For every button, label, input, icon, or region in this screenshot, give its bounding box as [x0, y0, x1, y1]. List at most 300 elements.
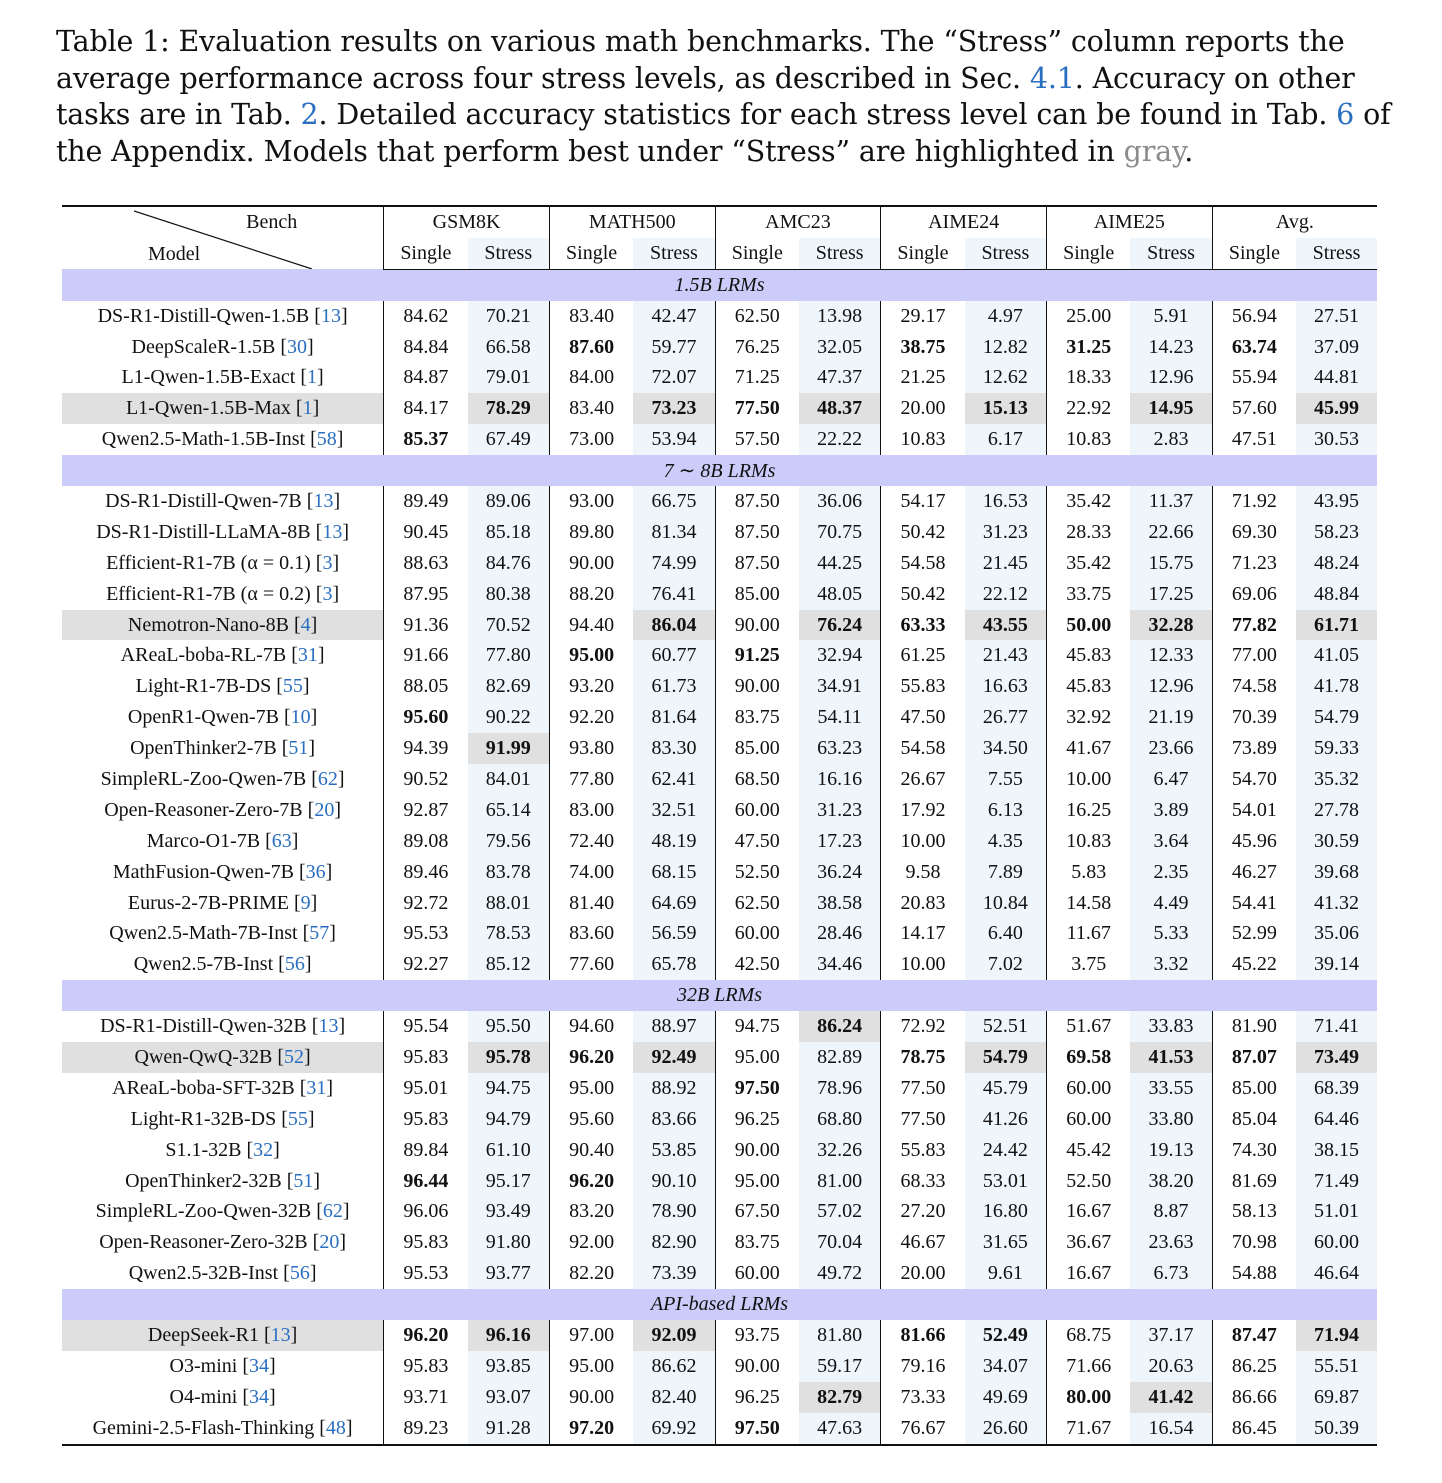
stress-score-cell: 67.49: [468, 424, 550, 455]
single-score-cell: 47.51: [1212, 424, 1296, 455]
model-name: Light-R1-32B-DS: [130, 1107, 277, 1130]
table-row: [62, 671, 1377, 702]
stress-score-cell: [468, 1320, 550, 1351]
stress-score-cell: 33.55: [1130, 1073, 1212, 1104]
single-score-cell: 88.20: [549, 579, 633, 610]
citation-link[interactable]: 3: [322, 582, 333, 605]
stress-score-cell: [468, 393, 550, 424]
caption-text-1: Table 1: Evaluation results on various math benchmarks. The “Stress” column reports the average performance across four stress levels, as described in Sec.: [56, 25, 1345, 95]
citation-link[interactable]: 63: [271, 829, 292, 852]
single-score-cell: [1047, 610, 1131, 641]
model-name-cell: Gemini-2.5-Flash-Thinking [48]: [92, 1416, 353, 1439]
single-score-cell: 77.80: [549, 764, 633, 795]
citation-link[interactable]: 13: [313, 489, 334, 512]
model-name: Light-R1-7B-DS: [135, 675, 272, 698]
best-score: 96.44: [403, 1169, 449, 1192]
citation-link[interactable]: 62: [317, 767, 338, 790]
model-name-cell: Nemotron-Nano-8B [4]: [62, 610, 384, 641]
stress-score-cell: [1130, 610, 1212, 641]
stress-score-cell: 27.78: [1296, 795, 1377, 826]
benchmark-header: MATH500: [549, 207, 715, 238]
stress-score-cell: 85.12: [468, 949, 550, 980]
single-score-cell: 52.99: [1212, 918, 1296, 949]
stress-score-cell: 6.47: [1130, 764, 1212, 795]
model-name: Qwen2.5-32B-Inst: [128, 1262, 279, 1285]
stress-score-cell: 64.46: [1296, 1104, 1377, 1135]
table-row: [62, 301, 1377, 332]
stress-score-cell: 22.66: [1130, 517, 1212, 548]
table-row: [62, 486, 1377, 517]
single-score-cell: 60.00: [715, 918, 799, 949]
single-score-cell: 77.00: [1212, 640, 1296, 671]
stress-score-cell: [633, 1042, 715, 1073]
citation-link[interactable]: 20: [319, 1231, 340, 1254]
stress-score-cell: 15.75: [1130, 548, 1212, 579]
stress-score-cell: 35.06: [1296, 918, 1377, 949]
stress-score-cell: 83.66: [633, 1104, 715, 1135]
single-score-cell: [384, 424, 468, 455]
single-score-cell: 10.83: [1047, 424, 1131, 455]
single-score-cell: 68.33: [881, 1166, 965, 1197]
model-name-cell: Marco-O1-7B [63]: [146, 829, 299, 852]
best-score: 97.50: [734, 1076, 780, 1099]
model-name: OpenR1-Qwen-7B: [127, 706, 279, 729]
single-score-cell: 95.53: [384, 918, 468, 949]
best-score: 97.50: [734, 1416, 780, 1439]
best-score: 73.49: [1314, 1045, 1360, 1068]
best-score: 96.20: [569, 1169, 615, 1192]
stress-score-cell: 48.84: [1296, 579, 1377, 610]
stress-score-cell: [1296, 393, 1377, 424]
single-score-cell: [881, 1320, 965, 1351]
single-column-header: Single: [715, 238, 799, 269]
single-score-cell: 74.30: [1212, 1135, 1296, 1166]
appendix-table-ref-link[interactable]: 6: [1336, 98, 1355, 131]
single-score-cell: 51.67: [1047, 1011, 1131, 1042]
single-score-cell: 46.67: [881, 1227, 965, 1258]
bench-label: Bench: [246, 211, 298, 233]
citation-link[interactable]: 57: [309, 922, 330, 945]
stress-score-cell: 23.63: [1130, 1227, 1212, 1258]
single-score-cell: 68.50: [715, 764, 799, 795]
model-name: Eurus-2-7B-PRIME: [127, 891, 289, 914]
citation-link[interactable]: 48: [325, 1416, 346, 1439]
model-name-cell: Qwen-QwQ-32B [52]: [62, 1042, 384, 1073]
single-score-cell: 62.50: [715, 301, 799, 332]
single-score-cell: 50.42: [881, 517, 965, 548]
citation-link[interactable]: 56: [284, 953, 305, 976]
stress-score-cell: 88.01: [468, 888, 550, 919]
stress-score-cell: 16.53: [965, 486, 1047, 517]
model-name-cell: Efficient-R1-7B (α = 0.1) [3]: [106, 551, 340, 574]
citation-link[interactable]: 52: [283, 1045, 304, 1068]
single-score-cell: [881, 1042, 965, 1073]
stress-score-cell: 66.75: [633, 486, 715, 517]
single-score-cell: 25.00: [1047, 301, 1131, 332]
single-score-cell: 68.75: [1047, 1320, 1131, 1351]
diagonal-header-cell: [62, 207, 384, 269]
stress-score-cell: 42.47: [633, 301, 715, 332]
section-ref-link[interactable]: 4.1: [1029, 61, 1075, 95]
single-score-cell: 87.50: [715, 548, 799, 579]
stress-score-cell: 64.69: [633, 888, 715, 919]
single-score-cell: 69.30: [1212, 517, 1296, 548]
stress-score-cell: 33.80: [1130, 1104, 1212, 1135]
single-score-cell: 88.63: [384, 548, 468, 579]
stress-score-cell: 5.33: [1130, 918, 1212, 949]
single-score-cell: 89.84: [384, 1135, 468, 1166]
stress-score-cell: 70.21: [468, 301, 550, 332]
model-name: Gemini-2.5-Flash-Thinking: [92, 1416, 315, 1439]
citation-link[interactable]: 13: [318, 1015, 339, 1038]
model-name-cell: L1-Qwen-1.5B-Exact [1]: [121, 366, 324, 389]
citation-link[interactable]: 1: [307, 366, 318, 389]
best-score: 50.00: [1066, 613, 1112, 636]
stress-score-cell: 70.52: [468, 610, 550, 641]
single-score-cell: 3.75: [1047, 949, 1131, 980]
single-score-cell: 16.67: [1047, 1258, 1131, 1289]
model-name-cell: Eurus-2-7B-PRIME [9]: [127, 891, 318, 914]
single-score-cell: 58.13: [1212, 1197, 1296, 1228]
single-score-cell: 90.40: [549, 1135, 633, 1166]
single-score-cell: [1212, 332, 1296, 363]
best-score: 63.33: [900, 613, 946, 636]
citation-link[interactable]: 34: [248, 1385, 269, 1408]
single-score-cell: 35.42: [1047, 486, 1131, 517]
stress-score-cell: 71.41: [1296, 1011, 1377, 1042]
model-label: Model: [148, 243, 201, 266]
model-name-cell: Qwen2.5-7B-Inst [56]: [133, 953, 312, 976]
stress-score-cell: 47.63: [799, 1413, 881, 1444]
single-score-cell: [549, 1042, 633, 1073]
model-name: Open-Reasoner-Zero-7B: [104, 798, 303, 821]
stress-score-cell: 16.80: [965, 1197, 1047, 1228]
stress-score-cell: 51.01: [1296, 1197, 1377, 1228]
single-score-cell: 71.66: [1047, 1351, 1131, 1382]
stress-score-cell: 82.69: [468, 671, 550, 702]
stress-score-cell: 41.05: [1296, 640, 1377, 671]
stress-score-cell: 4.35: [965, 826, 1047, 857]
stress-score-cell: 21.19: [1130, 702, 1212, 733]
single-column-header: Single: [1212, 238, 1296, 269]
single-score-cell: 45.96: [1212, 826, 1296, 857]
stress-score-cell: 69.87: [1296, 1382, 1377, 1413]
citation-link[interactable]: 4: [300, 613, 311, 636]
stress-score-cell: 36.24: [799, 857, 881, 888]
single-score-cell: 10.83: [1047, 826, 1131, 857]
stress-score-cell: 73.39: [633, 1258, 715, 1289]
single-score-cell: 28.33: [1047, 517, 1131, 548]
citation-link[interactable]: 9: [300, 891, 311, 914]
stress-score-cell: 49.69: [965, 1382, 1047, 1413]
single-score-cell: 92.87: [384, 795, 468, 826]
single-score-cell: 27.20: [881, 1197, 965, 1228]
stress-score-cell: 6.17: [965, 424, 1047, 455]
model-name: AReaL-boba-SFT-32B: [112, 1076, 295, 1099]
single-score-cell: 71.25: [715, 362, 799, 393]
table-ref-link[interactable]: 2: [300, 98, 319, 131]
stress-score-cell: 54.79: [1296, 702, 1377, 733]
single-score-cell: 76.25: [715, 332, 799, 363]
stress-score-cell: 93.49: [468, 1197, 550, 1228]
single-score-cell: 95.01: [384, 1073, 468, 1104]
single-score-cell: 94.39: [384, 733, 468, 764]
single-score-cell: [384, 1320, 468, 1351]
stress-score-cell: 52.51: [965, 1011, 1047, 1042]
stress-score-cell: 27.51: [1296, 301, 1377, 332]
citation-link[interactable]: 3: [322, 551, 333, 574]
stress-score-cell: 62.41: [633, 764, 715, 795]
stress-column-header: Stress: [1296, 238, 1377, 269]
single-score-cell: 52.50: [715, 857, 799, 888]
stress-score-cell: 83.30: [633, 733, 715, 764]
single-score-cell: 95.60: [549, 1104, 633, 1135]
single-score-cell: 94.40: [549, 610, 633, 641]
single-score-cell: [549, 1166, 633, 1197]
best-score: 54.79: [982, 1045, 1028, 1068]
model-name-cell: Qwen2.5-32B-Inst [56]: [128, 1262, 317, 1285]
single-score-cell: 94.75: [715, 1011, 799, 1042]
single-score-cell: 83.20: [549, 1197, 633, 1228]
table-row: [62, 949, 1377, 980]
best-score: 85.37: [403, 428, 449, 451]
model-name: O3-mini: [169, 1354, 238, 1377]
single-score-cell: 95.53: [384, 1258, 468, 1289]
table-row: [62, 918, 1377, 949]
stress-score-cell: 38.58: [799, 888, 881, 919]
citation-link[interactable]: 31: [297, 644, 318, 667]
stress-score-cell: 32.51: [633, 795, 715, 826]
single-score-cell: 57.60: [1212, 393, 1296, 424]
group-header-row: [62, 455, 1377, 486]
stress-score-cell: 79.56: [468, 826, 550, 857]
citation-link[interactable]: 20: [314, 798, 335, 821]
results-table-body: [62, 206, 1377, 1445]
stress-score-cell: 82.40: [633, 1382, 715, 1413]
single-score-cell: 74.58: [1212, 671, 1296, 702]
single-score-cell: 90.00: [715, 1351, 799, 1382]
best-score: 87.60: [569, 335, 615, 358]
stress-score-cell: 59.33: [1296, 733, 1377, 764]
stress-score-cell: 68.15: [633, 857, 715, 888]
group-title: API-based LRMs: [62, 1289, 1377, 1320]
citation-link[interactable]: 51: [293, 1169, 314, 1192]
model-name: S1.1-32B: [165, 1138, 242, 1161]
single-score-cell: 5.83: [1047, 857, 1131, 888]
stress-score-cell: 33.83: [1130, 1011, 1212, 1042]
stress-score-cell: 28.46: [799, 918, 881, 949]
single-score-cell: 71.23: [1212, 548, 1296, 579]
single-score-cell: 14.58: [1047, 888, 1131, 919]
model-name: DeepScaleR-1.5B: [131, 335, 276, 358]
stress-score-cell: 36.06: [799, 486, 881, 517]
citation-link[interactable]: 36: [305, 860, 326, 883]
single-score-cell: 47.50: [715, 826, 799, 857]
stress-score-cell: 35.32: [1296, 764, 1377, 795]
stress-score-cell: 54.11: [799, 702, 881, 733]
single-score-cell: 70.39: [1212, 702, 1296, 733]
citation-link[interactable]: 31: [306, 1076, 327, 1099]
single-score-cell: 41.67: [1047, 733, 1131, 764]
stress-score-cell: 31.23: [965, 517, 1047, 548]
table-row: [62, 610, 1377, 641]
table-row: [62, 1258, 1377, 1289]
stress-score-cell: 7.89: [965, 857, 1047, 888]
table-row: [62, 1382, 1377, 1413]
single-score-cell: 45.83: [1047, 671, 1131, 702]
stress-score-cell: 16.16: [799, 764, 881, 795]
stress-score-cell: 81.64: [633, 702, 715, 733]
stress-score-cell: 7.55: [965, 764, 1047, 795]
single-column-header: Single: [384, 238, 468, 269]
single-score-cell: 21.25: [881, 362, 965, 393]
stress-score-cell: 10.84: [965, 888, 1047, 919]
best-score: 81.66: [900, 1324, 946, 1346]
single-score-cell: 20.00: [881, 393, 965, 424]
stress-score-cell: 24.42: [965, 1135, 1047, 1166]
best-score: 78.75: [900, 1045, 946, 1068]
best-score: 96.20: [569, 1045, 615, 1068]
model-name-cell: Qwen2.5-Math-1.5B-Inst [58]: [101, 428, 344, 451]
stress-score-cell: 11.37: [1130, 486, 1212, 517]
model-name: Open-Reasoner-Zero-32B: [99, 1231, 308, 1254]
stress-score-cell: 76.41: [633, 579, 715, 610]
stress-score-cell: 39.68: [1296, 857, 1377, 888]
stress-score-cell: 82.90: [633, 1227, 715, 1258]
best-score: 87.07: [1231, 1045, 1277, 1068]
citation-link[interactable]: 13: [270, 1324, 291, 1346]
single-score-cell: 90.00: [549, 1382, 633, 1413]
single-score-cell: 72.92: [881, 1011, 965, 1042]
stress-score-cell: 12.96: [1130, 671, 1212, 702]
stress-score-cell: 5.91: [1130, 301, 1212, 332]
best-score: 32.28: [1148, 613, 1194, 636]
stress-score-cell: 34.50: [965, 733, 1047, 764]
citation-link[interactable]: 51: [288, 737, 309, 760]
stress-score-cell: 26.77: [965, 702, 1047, 733]
citation-link[interactable]: 55: [287, 1107, 308, 1130]
citation-link[interactable]: 30: [287, 335, 308, 358]
single-score-cell: [549, 332, 633, 363]
model-name: DS-R1-Distill-Qwen-1.5B: [97, 304, 310, 327]
model-name-cell: DS-R1-Distill-Qwen-7B [13]: [105, 489, 341, 512]
single-score-cell: 18.33: [1047, 362, 1131, 393]
single-score-cell: 83.75: [715, 1227, 799, 1258]
stress-score-cell: [799, 1011, 881, 1042]
model-name: L1-Qwen-1.5B-Max: [125, 397, 291, 420]
table-row: [62, 1166, 1377, 1197]
best-score: 78.29: [485, 397, 531, 420]
single-score-cell: 82.20: [549, 1258, 633, 1289]
table-row: [62, 1227, 1377, 1258]
citation-link[interactable]: 58: [316, 428, 337, 451]
single-score-cell: 95.00: [549, 1351, 633, 1382]
stress-score-cell: [633, 1320, 715, 1351]
model-name-cell: Light-R1-32B-DS [55]: [130, 1107, 315, 1130]
table-row: [62, 424, 1377, 455]
stress-score-cell: 6.13: [965, 795, 1047, 826]
single-score-cell: 89.80: [549, 517, 633, 548]
stress-score-cell: 46.64: [1296, 1258, 1377, 1289]
model-name-cell: AReaL-boba-SFT-32B [31]: [112, 1076, 334, 1099]
single-score-cell: 72.40: [549, 826, 633, 857]
single-score-cell: 77.50: [881, 1104, 965, 1135]
single-score-cell: 74.00: [549, 857, 633, 888]
best-score: 92.09: [651, 1324, 697, 1346]
stress-score-cell: 68.80: [799, 1104, 881, 1135]
single-score-cell: 16.67: [1047, 1197, 1131, 1228]
single-score-cell: 88.05: [384, 671, 468, 702]
stress-score-cell: 21.43: [965, 640, 1047, 671]
stress-score-cell: [1296, 1042, 1377, 1073]
stress-score-cell: 61.73: [633, 671, 715, 702]
single-score-cell: 85.04: [1212, 1104, 1296, 1135]
caption-text-5: .: [1184, 134, 1194, 168]
single-score-cell: 52.50: [1047, 1166, 1131, 1197]
table-row: [62, 857, 1377, 888]
single-score-cell: 67.50: [715, 1197, 799, 1228]
model-name-cell: OpenThinker2-32B [51]: [125, 1169, 321, 1192]
single-score-cell: 89.23: [384, 1413, 468, 1444]
single-score-cell: 81.90: [1212, 1011, 1296, 1042]
stress-score-cell: 57.02: [799, 1197, 881, 1228]
single-score-cell: 95.83: [384, 1042, 468, 1073]
citation-link[interactable]: 10: [290, 706, 311, 729]
single-score-cell: 90.00: [549, 548, 633, 579]
best-score: 15.13: [982, 397, 1028, 420]
citation-link[interactable]: 13: [322, 520, 343, 543]
single-score-cell: 89.46: [384, 857, 468, 888]
citation-link[interactable]: 34: [248, 1354, 269, 1377]
single-score-cell: 45.22: [1212, 949, 1296, 980]
stress-score-cell: 6.73: [1130, 1258, 1212, 1289]
stress-score-cell: 70.75: [799, 517, 881, 548]
single-score-cell: 54.41: [1212, 888, 1296, 919]
stress-score-cell: 34.46: [799, 949, 881, 980]
table-row: [62, 1197, 1377, 1228]
stress-score-cell: 30.53: [1296, 424, 1377, 455]
stress-score-cell: 2.83: [1130, 424, 1212, 455]
stress-score-cell: [468, 733, 550, 764]
best-score: 91.25: [734, 644, 780, 667]
stress-score-cell: 4.97: [965, 301, 1047, 332]
stress-score-cell: 41.32: [1296, 888, 1377, 919]
citation-link[interactable]: 1: [302, 397, 313, 420]
single-score-cell: 84.87: [384, 362, 468, 393]
single-score-cell: 22.92: [1047, 393, 1131, 424]
model-name-cell: Open-Reasoner-Zero-7B [20]: [104, 798, 341, 821]
stress-score-cell: 22.12: [965, 579, 1047, 610]
table-row: [62, 1042, 1377, 1073]
stress-score-cell: 84.01: [468, 764, 550, 795]
citation-link[interactable]: 13: [320, 304, 341, 327]
single-score-cell: [1047, 332, 1131, 363]
citation-link[interactable]: 56: [289, 1262, 310, 1285]
citation-link[interactable]: 62: [322, 1200, 343, 1223]
model-name: SimpleRL-Zoo-Qwen-7B: [100, 767, 307, 790]
stress-score-cell: 8.87: [1130, 1197, 1212, 1228]
stress-score-cell: 93.85: [468, 1351, 550, 1382]
citation-link[interactable]: 32: [253, 1138, 274, 1161]
model-name: SimpleRL-Zoo-Qwen-32B: [95, 1200, 312, 1223]
citation-link[interactable]: 55: [282, 675, 303, 698]
single-score-cell: 85.00: [715, 579, 799, 610]
single-score-cell: 10.00: [881, 949, 965, 980]
single-score-cell: 55.94: [1212, 362, 1296, 393]
single-score-cell: 54.17: [881, 486, 965, 517]
single-score-cell: 83.75: [715, 702, 799, 733]
stress-score-cell: 86.62: [633, 1351, 715, 1382]
